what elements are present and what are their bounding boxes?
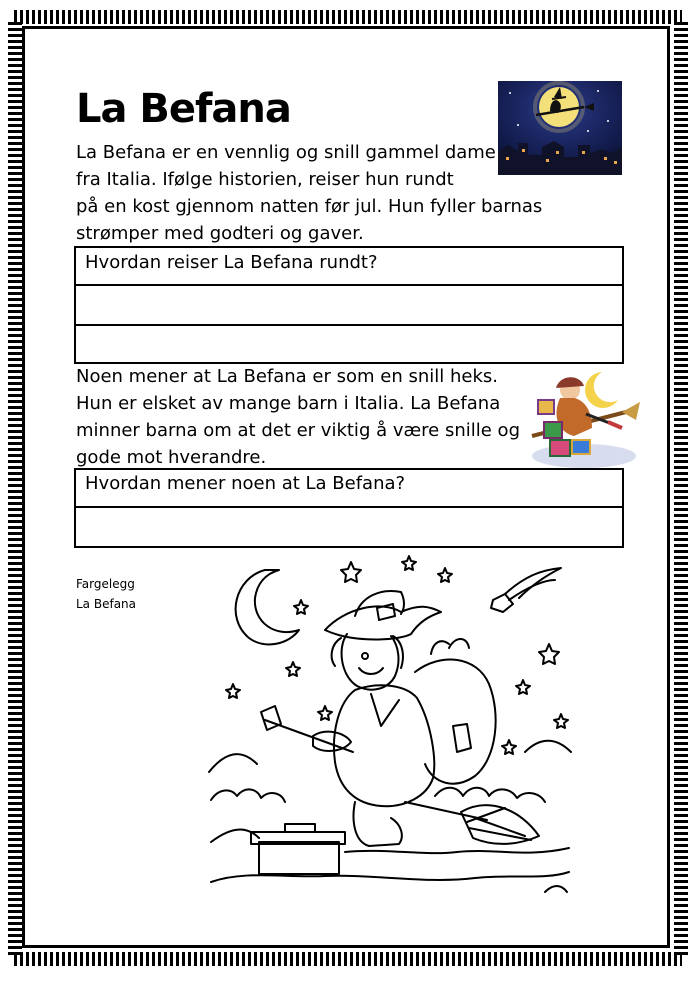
question-1-text: Hvordan reiser La Befana rundt? [76, 248, 622, 286]
second-line: Hun er elsket av mange barn i Italia. La Befana [76, 393, 501, 414]
question-2-text: Hvordan mener noen at La Befana? [76, 470, 622, 508]
page-title: La Befana [76, 86, 291, 132]
intro-line: på en kost gjennom natten før jul. Hun fyller barnas [76, 196, 543, 217]
border-right-dashes [674, 22, 688, 956]
coloring-instruction-line: Fargelegg [76, 577, 135, 591]
befana-with-gifts-icon [522, 366, 642, 470]
question-2-box [74, 468, 624, 548]
second-line: minner barna om at det er viktig å være snille og [76, 420, 520, 441]
second-paragraph [76, 363, 520, 471]
answer-line[interactable] [76, 286, 622, 326]
border-top-dashes [14, 10, 682, 24]
border-bottom-dashes [14, 952, 682, 966]
border-left-dashes [8, 22, 22, 956]
intro-paragraph [76, 139, 542, 247]
answer-line[interactable] [76, 508, 622, 546]
second-line: gode mot hverandre. [76, 447, 267, 468]
second-line: Noen mener at La Befana er som en snill heks. [76, 366, 498, 387]
intro-line: fra Italia. Ifølge historien, reiser hun rundt [76, 169, 454, 190]
intro-line: strømper med godteri og gaver. [76, 223, 364, 244]
coloring-instruction [76, 574, 136, 614]
befana-coloring-outline-icon [205, 552, 577, 912]
intro-line: La Befana er en vennlig og snill gammel dame [76, 142, 496, 163]
question-1-box [74, 246, 624, 364]
answer-line[interactable] [76, 326, 622, 362]
coloring-instruction-line: La Befana [76, 597, 137, 611]
